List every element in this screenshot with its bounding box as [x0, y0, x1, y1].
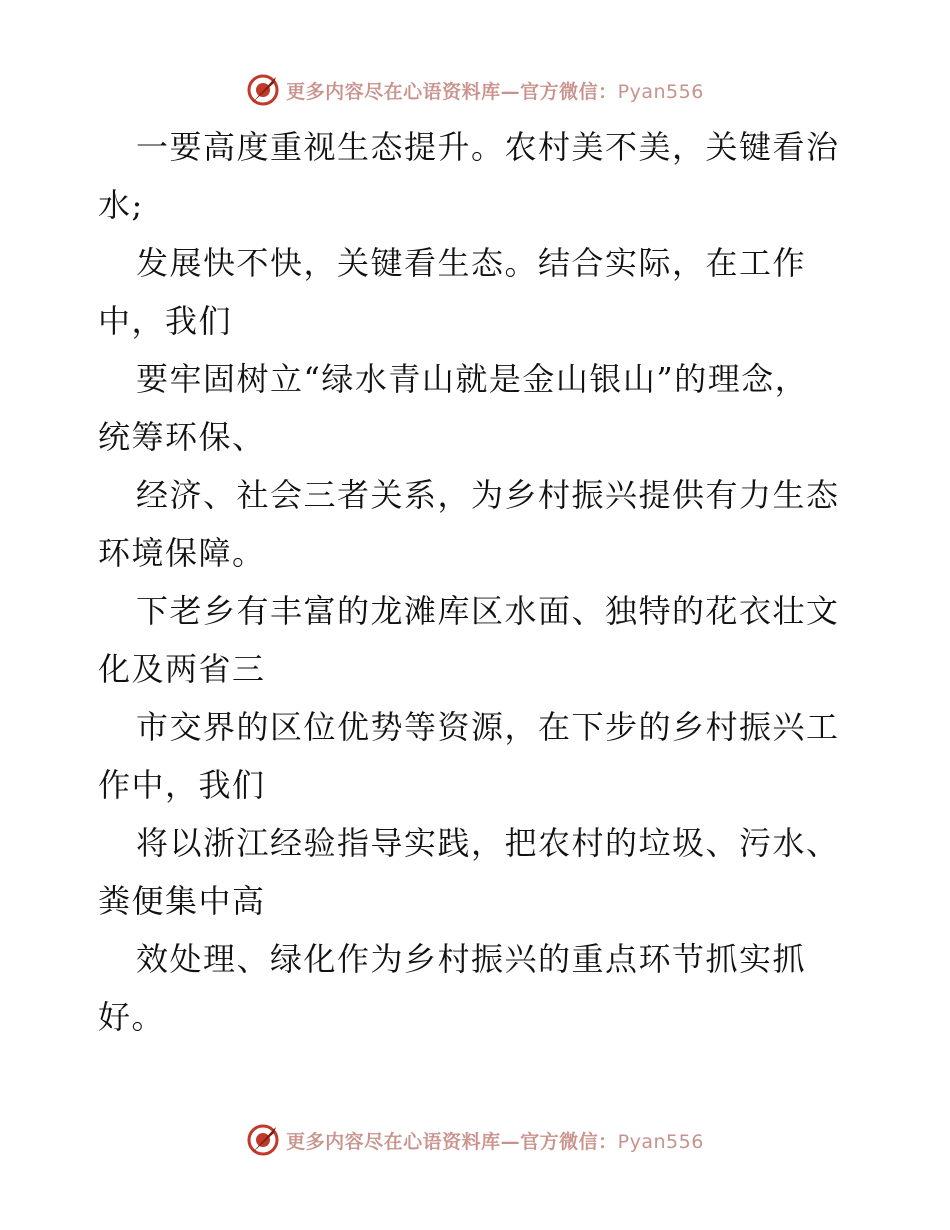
paragraph-line: 发展快不快，关键看生态。结合实际，在工作	[136, 244, 807, 282]
paragraph-line: 环境保障。	[98, 534, 266, 572]
paragraph-line: 化及两省三	[98, 650, 266, 688]
paragraph-line: 中，我们	[98, 302, 233, 340]
paragraph-line: 作中，我们	[98, 766, 266, 804]
footer-watermark	[0, 1120, 950, 1160]
paragraph-line: 将以浙江经验指导实践，把农村的垃圾、污水、	[136, 824, 840, 862]
paragraph-line: 效处理、绿化作为乡村振兴的重点环节抓实抓	[136, 940, 807, 978]
paragraph-line: 好。	[98, 998, 166, 1036]
paragraph-line: 市交界的区位优势等资源，在下步的乡村振兴工	[136, 708, 840, 746]
paragraph-line: 要牢固树立“绿水青山就是金山银山”的理念，	[136, 360, 809, 398]
paragraph-line: 一要高度重视生态提升。农村美不美，关键看治	[136, 128, 840, 166]
document-body	[98, 118, 858, 1046]
header-watermark	[0, 70, 950, 110]
quill-logo-icon	[246, 1123, 280, 1157]
paragraph-line: 下老乡有丰富的龙滩库区水面、独特的花衣壮文	[136, 592, 840, 630]
watermark-text: 更多内容尽在心语资料库—官方微信：Pyan556	[286, 80, 704, 103]
watermark-text: 更多内容尽在心语资料库—官方微信：Pyan556	[286, 1130, 704, 1153]
paragraph-line: 统筹环保、	[98, 418, 266, 456]
quill-logo-icon	[246, 73, 280, 107]
paragraph-line: 经济、社会三者关系，为乡村振兴提供有力生态	[136, 476, 840, 514]
paragraph-line: 水;	[98, 186, 144, 224]
paragraph-line: 粪便集中高	[98, 882, 266, 920]
